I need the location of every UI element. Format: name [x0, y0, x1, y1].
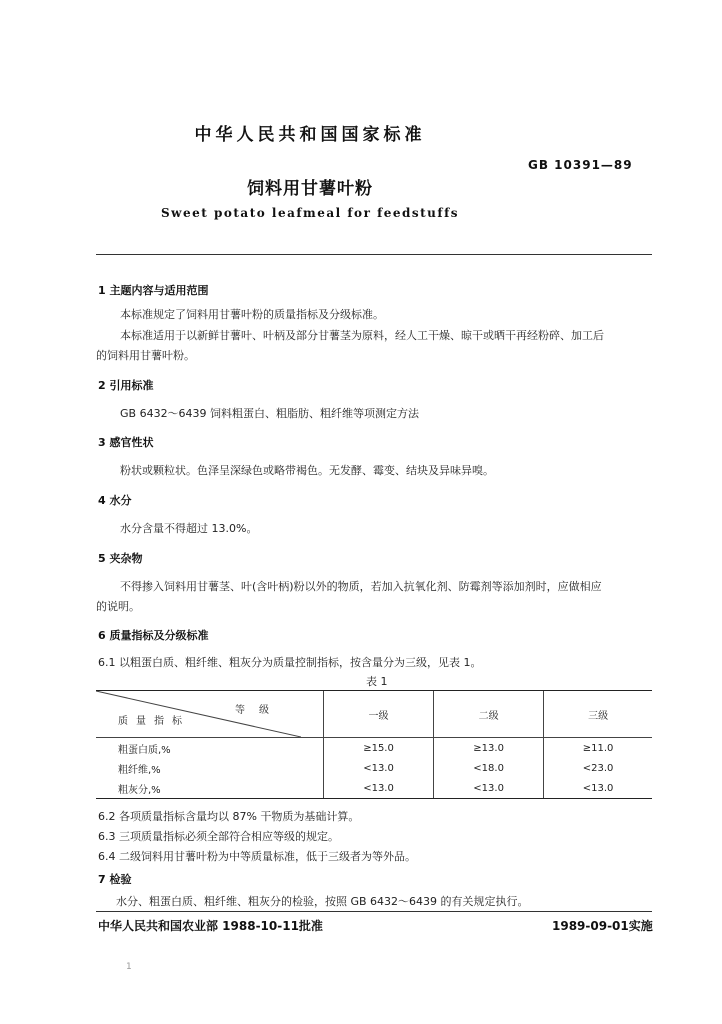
clause-6-3: 6.3 三项质量指标必须全部符合相应等级的规定。 — [98, 830, 339, 843]
header-divider — [96, 254, 652, 255]
table-cell: ≥11.0 — [544, 738, 652, 759]
table-header-cell: 二级 — [434, 691, 544, 738]
page-number: 1 — [126, 962, 132, 972]
approval-statement: 中华人民共和国农业部 1988-10-11批准 — [98, 919, 323, 933]
section-5-text: 不得掺入饲料用甘薯茎、叶(含叶柄)粉以外的物质，若加入抗氧化剂、防霉剂等添加剂时，应做相应 — [120, 580, 602, 593]
section-7-heading: 7 检验 — [98, 873, 132, 886]
table-cell: <13.0 — [434, 778, 544, 799]
section-3-text: 粉状或颗粒状。色泽呈深绿色或略带褐色。无发酵、霉变、结块及异味异嗅。 — [120, 464, 494, 477]
row-label: 粗纤维,% — [118, 764, 161, 776]
section-1-text: 本标准规定了饲料用甘薯叶粉的质量指标及分级标准。 — [120, 308, 384, 321]
section-5-text: 的说明。 — [96, 600, 140, 613]
section-2-heading: 2 引用标准 — [98, 379, 154, 392]
effective-date: 1989-09-01实施 — [552, 919, 653, 933]
table-row — [96, 778, 652, 799]
table-row — [96, 738, 652, 759]
row-label: 粗蛋白质,% — [118, 744, 171, 756]
table-row — [96, 758, 652, 778]
quality-grade-table — [96, 690, 652, 799]
org-title: 中华人民共和国国家标准 — [194, 125, 426, 145]
section-6-heading: 6 质量指标及分级标准 — [98, 629, 209, 642]
section-1-heading: 1 主题内容与适用范围 — [98, 284, 209, 297]
standard-code: GB 10391—89 — [528, 158, 633, 172]
table-cell: <13.0 — [324, 758, 434, 778]
section-3-heading: 3 感官性状 — [98, 436, 154, 449]
row-label: 粗灰分,% — [96, 778, 324, 799]
section-1-text: 的饲料用甘薯叶粉。 — [96, 349, 195, 362]
section-2-text: GB 6432～6439 饲料粗蛋白、粗脂肪、粗纤维等项测定方法 — [120, 407, 420, 420]
table-header-cell: 一级 — [324, 691, 434, 738]
clause-6-4: 6.4 二级饲料用甘薯叶粉为中等质量标准，低于三级者为等外品。 — [98, 850, 416, 863]
table-cell: ≥15.0 — [324, 738, 434, 759]
table-cell: <13.0 — [544, 778, 652, 799]
grade-label: 等级 — [235, 705, 283, 716]
section-7-text: 水分、粗蛋白质、粗纤维、粗灰分的检验，按照 GB 6432～6439 的有关规定执行。 — [116, 895, 529, 908]
table-cell: <23.0 — [544, 758, 652, 778]
section-1-text: 本标准适用于以新鲜甘薯叶、叶柄及部分甘薯茎为原料，经人工干燥、晾干或晒干再经粉碎、加工后 — [120, 329, 604, 342]
table-header-cell: 三级 — [544, 691, 652, 738]
table-cell: <18.0 — [434, 758, 544, 778]
section-5-heading: 5 夹杂物 — [98, 552, 143, 565]
footer-divider — [96, 911, 652, 912]
section-4-heading: 4 水分 — [98, 494, 132, 507]
table-header-row — [96, 691, 652, 738]
section-4-text: 水分含量不得超过 13.0%。 — [120, 522, 258, 535]
quality-index-label: 质量指标 — [118, 716, 190, 727]
table-cell: <13.0 — [324, 778, 434, 799]
clause-6-2: 6.2 各项质量指标含量均以 87% 干物质为基础计算。 — [98, 810, 360, 823]
table-caption: 表 1 — [366, 675, 388, 688]
document-subtitle: Sweet potato leafmeal for feedstuffs — [161, 206, 459, 220]
document-title: 饲料用甘薯叶粉 — [247, 179, 373, 199]
clause-6-1: 6.1 以粗蛋白质、粗纤维、粗灰分为质量控制指标，按含量分为三级，见表 1。 — [98, 656, 482, 669]
table-corner-cell — [96, 691, 324, 738]
table-cell: ≥13.0 — [434, 738, 544, 759]
